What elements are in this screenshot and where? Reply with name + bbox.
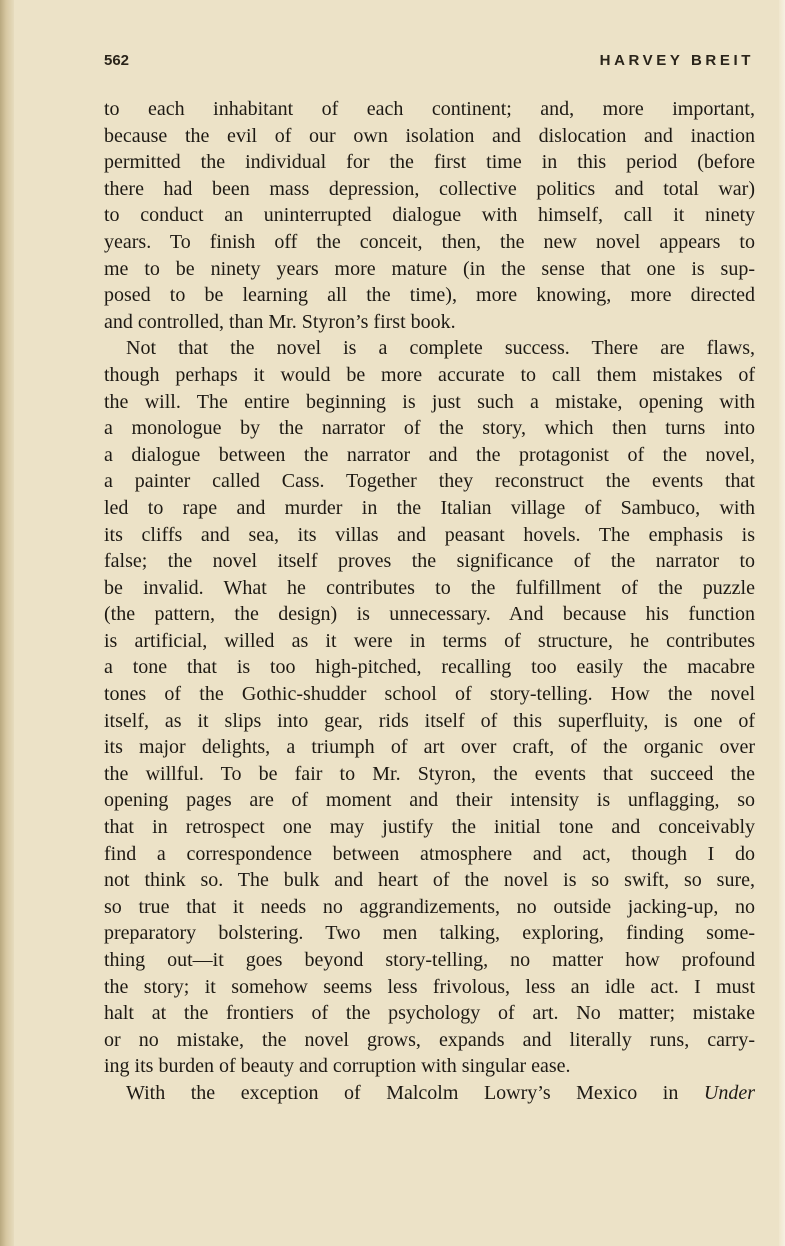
- text-line-content: (the pattern, the design) is unnecessary. And because his function: [104, 603, 755, 626]
- text-line-content: a tone that is too high-pitched, recalling too easily the macabre: [104, 656, 755, 679]
- text-line-content: a dialogue between the narrator and the protagonist of the novel,: [104, 443, 755, 466]
- text-line-content: there had been mass depression, collective politics and total war): [104, 177, 755, 200]
- text-line: [104, 575, 755, 602]
- text-line: [104, 335, 755, 362]
- text-line: [104, 123, 755, 150]
- text-line: [104, 628, 755, 655]
- text-line-content: its cliffs and sea, its villas and peasant hovels. The emphasis is: [104, 523, 755, 546]
- text-line-content: opening pages are of moment and their intensity is unflagging, so: [104, 789, 755, 812]
- text-line-content: me to be ninety years more mature (in the sense that one is sup-: [104, 257, 755, 280]
- text-line-content: permitted the individual for the first time in this period (before: [104, 151, 755, 174]
- text-line: [104, 1053, 755, 1080]
- text-line: [104, 1000, 755, 1027]
- text-line: [104, 681, 755, 708]
- text-line: [104, 282, 755, 309]
- text-line-content: With the exception of Malcolm Lowry’s Mexico in: [126, 1081, 704, 1104]
- text-line: [104, 468, 755, 495]
- text-line: [104, 894, 755, 921]
- text-line: [104, 548, 755, 575]
- text-line: [104, 974, 755, 1001]
- text-line: [104, 867, 755, 894]
- text-line-content: or no mistake, the novel grows, expands and literally runs, carry-: [104, 1028, 755, 1051]
- text-line-content: that in retrospect one may justify the initial tone and conceivably: [104, 816, 755, 839]
- text-line-content: itself, as it slips into gear, rids itself of this superfluity, is one of: [104, 709, 755, 732]
- text-line: [104, 229, 755, 256]
- text-line-content: preparatory bolstering. Two men talking, exploring, finding some-: [104, 922, 755, 945]
- text-line: [104, 309, 755, 336]
- text-line: [104, 96, 755, 123]
- text-line-content: the story; it somehow seems less frivolous, less an idle act. I must: [104, 975, 755, 998]
- text-line-content: to conduct an uninterrupted dialogue with himself, call it ninety: [104, 204, 755, 227]
- text-line-content: led to rape and murder in the Italian village of Sambuco, with: [104, 496, 755, 519]
- text-line-content: posed to be learning all the time), more knowing, more directed: [104, 284, 755, 307]
- text-line-content: false; the novel itself proves the significance of the narrator to: [104, 550, 755, 573]
- running-head: HARVEY BREIT: [599, 52, 754, 69]
- text-line: [104, 708, 755, 735]
- text-line-content: a painter called Cass. Together they reconstruct the events that: [104, 470, 755, 493]
- text-line-content: Not that the novel is a complete success. There are flaws,: [126, 337, 755, 360]
- text-line: [104, 256, 755, 283]
- text-line: [104, 761, 755, 788]
- text-line: [104, 1080, 755, 1107]
- page-header: [104, 52, 754, 72]
- text-line-content: tones of the Gothic-shudder school of story-telling. How the novel: [104, 683, 755, 706]
- text-line-content: so true that it needs no aggrandizements, no outside jacking-up, no: [104, 895, 755, 918]
- text-line: [104, 495, 755, 522]
- text-line-content: and controlled, than Mr. Styron’s first book.: [104, 310, 456, 333]
- text-line: [104, 601, 755, 628]
- text-line-content: not think so. The bulk and heart of the novel is so swift, so sure,: [104, 869, 755, 892]
- text-line: [104, 522, 755, 549]
- italic-title-word: Under: [703, 1081, 755, 1104]
- text-line: [104, 1027, 755, 1054]
- text-line: [104, 389, 755, 416]
- text-line: [104, 654, 755, 681]
- text-line: [104, 149, 755, 176]
- text-line-content: years. To finish off the conceit, then, the new novel appears to: [104, 230, 755, 253]
- text-line-content: a monologue by the narrator of the story, which then turns into: [104, 417, 755, 440]
- text-line-content: ing its burden of beauty and corruption with singular ease.: [104, 1055, 571, 1078]
- text-line-content: the will. The entire beginning is just such a mistake, opening with: [104, 390, 755, 413]
- text-line: [104, 362, 755, 389]
- text-line: [104, 920, 755, 947]
- page-edge: [779, 0, 785, 1246]
- page-number: 562: [104, 52, 130, 69]
- text-line-content: find a correspondence between atmosphere and act, though I do: [104, 842, 755, 865]
- body-text: [104, 96, 755, 1107]
- text-line-content: its major delights, a triumph of art over craft, of the organic over: [104, 736, 755, 759]
- text-line-content: the willful. To be fair to Mr. Styron, the events that succeed the: [104, 762, 755, 785]
- text-line: [104, 202, 755, 229]
- text-line-content: though perhaps it would be more accurate to call them mistakes of: [104, 363, 755, 386]
- text-line: [104, 814, 755, 841]
- binding-gutter: [0, 0, 14, 1246]
- text-line-content: because the evil of our own isolation and dislocation and inaction: [104, 124, 755, 147]
- text-line-content: be invalid. What he contributes to the fulfillment of the puzzle: [104, 576, 755, 599]
- text-line-content: to each inhabitant of each continent; and, more important,: [104, 98, 755, 120]
- text-line: [104, 734, 755, 761]
- text-line-content: is artificial, willed as it were in terms of structure, he contributes: [104, 629, 755, 652]
- text-line: [104, 947, 755, 974]
- text-line: [104, 442, 755, 469]
- text-line: [104, 176, 755, 203]
- text-line-content: thing out—it goes beyond story-telling, no matter how profound: [104, 949, 755, 971]
- text-line: [104, 787, 755, 814]
- text-line-content: halt at the frontiers of the psychology of art. No matter; mistake: [104, 1002, 755, 1025]
- text-line: [104, 841, 755, 868]
- text-line: [104, 415, 755, 442]
